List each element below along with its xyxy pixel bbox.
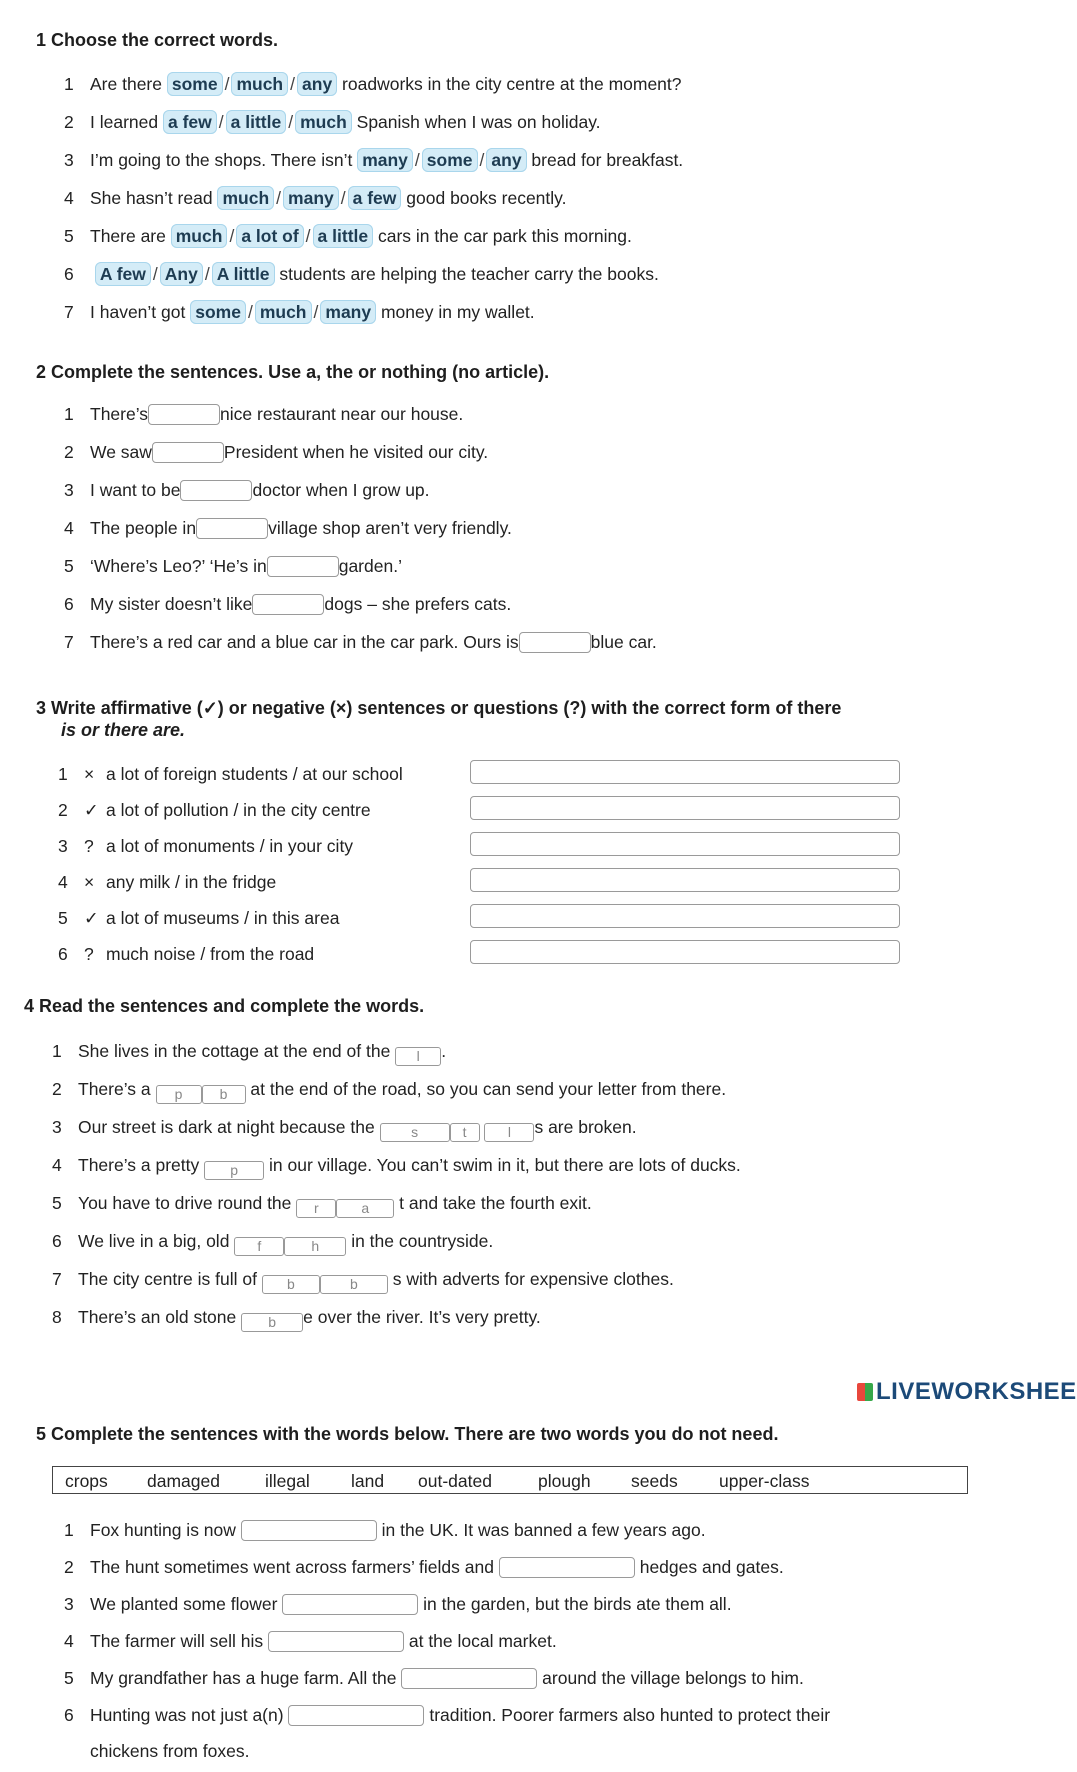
- word-box-item: upper-class: [719, 1471, 810, 1491]
- word-blank[interactable]: t: [450, 1123, 480, 1142]
- ex1-option[interactable]: a little: [313, 224, 374, 248]
- word-box-item: crops: [65, 1471, 108, 1491]
- logo-mark-icon: [857, 1383, 873, 1401]
- ex4-item-3: 3 Our street is dark at night because the s t l s are broken.: [52, 1117, 637, 1140]
- word-blank[interactable]: b: [262, 1275, 320, 1294]
- ex2-item-2: 2 We saw President when he visited our city.: [64, 442, 489, 462]
- word-blank[interactable]: p: [204, 1161, 264, 1180]
- word-box: [52, 1466, 968, 1494]
- ex1-option[interactable]: much: [217, 186, 274, 210]
- answer-blank[interactable]: [519, 632, 591, 653]
- ex1-option[interactable]: some: [190, 300, 246, 324]
- liveworksheets-logo: LIVEWORKSHEE: [857, 1378, 1077, 1406]
- answer-blank[interactable]: [241, 1520, 377, 1541]
- word-blank[interactable]: b: [320, 1275, 388, 1294]
- ex3-item-5: 5 ✓ a lot of museums / in this area: [58, 908, 340, 928]
- ex1-option[interactable]: any: [486, 148, 526, 172]
- answer-blank[interactable]: [282, 1594, 418, 1615]
- ex5-item-6: 6 Hunting was not just a(n) tradition. Poorer farmers also hunted to protect their: [64, 1705, 831, 1725]
- ex3-item-3: 3 ? a lot of monuments / in your city: [58, 836, 354, 856]
- answer-blank[interactable]: [152, 442, 224, 463]
- word-box-item: out-dated: [418, 1471, 492, 1491]
- word-blank[interactable]: a: [336, 1199, 394, 1218]
- ex4-item-5: 5 You have to drive round the r a t and take the fourth exit.: [52, 1193, 592, 1216]
- ex1-item-5: 5 There are much / a lot of / a little cars in the car park this morning.: [64, 226, 632, 246]
- ex5-item-1: 1 Fox hunting is now in the UK. It was banned a few years ago.: [64, 1520, 706, 1540]
- answer-field[interactable]: [470, 796, 900, 820]
- ex4-item-8: 8 There’s an old stone b e over the river. It’s very pretty.: [52, 1307, 541, 1330]
- answer-blank[interactable]: [148, 404, 220, 425]
- word-blank[interactable]: l: [395, 1047, 441, 1066]
- answer-blank[interactable]: [268, 1631, 404, 1652]
- ex1-option[interactable]: much: [231, 72, 288, 96]
- word-blank[interactable]: s: [380, 1123, 450, 1142]
- ex1-option[interactable]: some: [422, 148, 478, 172]
- question-icon: ?: [84, 836, 94, 856]
- ex3-item-1: 1 × a lot of foreign students / at our school: [58, 764, 403, 784]
- ex1-item-3: 3 I’m going to the shops. There isn’t many / some / any bread for breakfast.: [64, 150, 684, 170]
- check-icon: ✓: [84, 908, 99, 928]
- answer-blank[interactable]: [288, 1705, 424, 1726]
- exercise-4-heading: 4 Read the sentences and complete the words.: [24, 996, 425, 1016]
- ex5-item-3: 3 We planted some flower in the garden, but the birds ate them all.: [64, 1594, 732, 1614]
- answer-field[interactable]: [470, 868, 900, 892]
- answer-blank[interactable]: [252, 594, 324, 615]
- ex1-option[interactable]: much: [171, 224, 228, 248]
- ex4-item-1: 1 She lives in the cottage at the end of the l .: [52, 1041, 447, 1064]
- exercise-1-heading: 1 Choose the correct words.: [36, 30, 279, 50]
- ex1-option[interactable]: many: [320, 300, 376, 324]
- ex1-option[interactable]: some: [167, 72, 223, 96]
- ex1-option[interactable]: many: [357, 148, 413, 172]
- cross-icon: ×: [84, 764, 95, 784]
- answer-field[interactable]: [470, 940, 900, 964]
- answer-blank[interactable]: [401, 1668, 537, 1689]
- word-box-item: plough: [538, 1471, 591, 1491]
- exercise-5-heading: 5 Complete the sentences with the words below. There are two words you do not need.: [36, 1424, 779, 1444]
- ex3-item-4: 4 × any milk / in the fridge: [58, 872, 277, 892]
- word-box-item: damaged: [147, 1471, 220, 1491]
- word-box-item: land: [351, 1471, 385, 1491]
- word-box-item: illegal: [265, 1471, 310, 1491]
- answer-field[interactable]: [470, 832, 900, 856]
- answer-blank[interactable]: [180, 480, 252, 501]
- ex1-option[interactable]: a lot of: [236, 224, 303, 248]
- ex3-item-2: 2 ✓ a lot of pollution / in the city centre: [58, 800, 371, 820]
- ex1-option[interactable]: A few: [95, 262, 151, 286]
- ex1-option[interactable]: much: [295, 110, 352, 134]
- answer-blank[interactable]: [267, 556, 339, 577]
- ex2-item-7: 7 There’s a red car and a blue car in the car park. Ours is blue car.: [64, 632, 657, 652]
- ex4-item-4: 4 There’s a pretty p in our village. You can’t swim in it, but there are lots of ducks.: [52, 1155, 741, 1178]
- exercise-2-heading: 2 Complete the sentences. Use a, the or nothing (no article).: [36, 362, 550, 382]
- word-blank[interactable]: p: [156, 1085, 202, 1104]
- word-box-item: seeds: [631, 1471, 678, 1491]
- ex1-item-1: 1 Are there some / much / any roadworks in the city centre at the moment?: [64, 74, 682, 94]
- ex2-item-5: 5 ‘Where’s Leo?’ ‘He’s in garden.’: [64, 556, 402, 576]
- ex1-option[interactable]: a few: [348, 186, 402, 210]
- cross-icon: ×: [84, 872, 95, 892]
- word-blank[interactable]: h: [284, 1237, 346, 1256]
- ex1-option[interactable]: Any: [160, 262, 203, 286]
- answer-field[interactable]: [470, 904, 900, 928]
- word-blank[interactable]: l: [484, 1123, 534, 1142]
- word-blank[interactable]: f: [234, 1237, 284, 1256]
- exercise-3-heading: 3 Write affirmative (✓) or negative (×) sentences or questions (?) with the correct form of there: [36, 698, 842, 718]
- ex2-item-3: 3 I want to be doctor when I grow up.: [64, 480, 430, 500]
- ex2-item-1: 1 There’s nice restaurant near our house.: [64, 404, 464, 424]
- answer-blank[interactable]: [196, 518, 268, 539]
- ex1-option[interactable]: any: [297, 72, 337, 96]
- ex4-item-6: 6 We live in a big, old f h in the countryside.: [52, 1231, 494, 1254]
- word-blank[interactable]: r: [296, 1199, 336, 1218]
- ex2-item-6: 6 My sister doesn’t like dogs – she prefers cats.: [64, 594, 512, 614]
- ex5-item-4: 4 The farmer will sell his at the local market.: [64, 1631, 557, 1651]
- ex1-option[interactable]: many: [283, 186, 339, 210]
- ex1-item-7: 7 I haven’t got some / much / many money in my wallet.: [64, 302, 535, 322]
- ex1-option[interactable]: a few: [163, 110, 217, 134]
- ex1-item-6: 6 A few / Any / A little students are helping the teacher carry the books.: [64, 264, 659, 284]
- ex1-item-4: 4 She hasn’t read much / many / a few good books recently.: [64, 188, 567, 208]
- exercise-3-heading-cont: is or there are.: [61, 720, 186, 740]
- ex4-item-2: 2 There’s a p b at the end of the road, so you can send your letter from there.: [52, 1079, 727, 1102]
- answer-field[interactable]: [470, 760, 900, 784]
- ex5-item-5: 5 My grandfather has a huge farm. All the around the village belongs to him.: [64, 1668, 804, 1688]
- ex2-item-4: 4 The people in village shop aren’t very friendly.: [64, 518, 512, 538]
- ex5-item-2: 2 The hunt sometimes went across farmers’ fields and hedges and gates.: [64, 1557, 784, 1577]
- ex4-item-7: 7 The city centre is full of b b s with adverts for expensive clothes.: [52, 1269, 674, 1292]
- ex1-item-2: 2 I learned a few / a little / much Spanish when I was on holiday.: [64, 112, 601, 132]
- ex3-item-6: 6 ? much noise / from the road: [58, 944, 315, 964]
- ex1-option[interactable]: A little: [212, 262, 275, 286]
- check-icon: ✓: [84, 800, 99, 820]
- ex1-option[interactable]: a little: [226, 110, 287, 134]
- answer-blank[interactable]: [499, 1557, 635, 1578]
- question-icon: ?: [84, 944, 94, 964]
- word-blank[interactable]: b: [202, 1085, 246, 1104]
- ex5-item-6-cont: chickens from foxes.: [90, 1741, 250, 1761]
- ex1-option[interactable]: much: [255, 300, 312, 324]
- word-blank[interactable]: b: [241, 1313, 303, 1332]
